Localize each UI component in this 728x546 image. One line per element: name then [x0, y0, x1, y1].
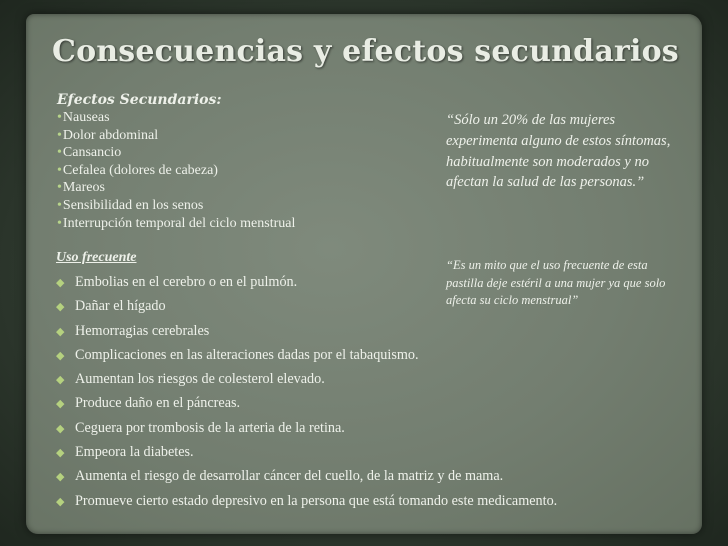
bullet-dot-icon: •: [57, 180, 62, 196]
bullet-dot-icon: •: [57, 215, 62, 231]
list-item: ◆ Promueve cierto estado depresivo en la persona que está tomando este medicamento.: [56, 492, 558, 509]
bullet-diamond-icon: ◆: [56, 277, 65, 289]
bullet-diamond-icon: ◆: [56, 422, 65, 435]
side-effects-section: [57, 92, 417, 232]
quote-statistic: “Sólo un 20% de las mujeres experimenta alguno de estos síntomas, habitualmente son moderados y no afectan la salud de las personas.”: [446, 112, 671, 191]
quote-myth: “Es un mito que el uso frecuente de esta pastilla deje estéril a una mujer ya que solo afecta su ciclo menstrual”: [446, 258, 666, 308]
slide-title: Consecuencias y efectos secundarios: [52, 34, 679, 69]
bullet-diamond-icon: ◆: [56, 325, 65, 338]
bullet-dot-icon: •: [57, 110, 62, 125]
list-item: •Mareos: [57, 180, 105, 196]
bullet-diamond-icon: ◆: [56, 301, 65, 314]
list-item: •Nauseas: [57, 110, 110, 125]
list-item: ◆ Dañar el hígado: [56, 298, 166, 315]
list-item: •Cansancio: [57, 145, 122, 161]
list-item: •Dolor abdominal: [57, 127, 159, 143]
bullet-diamond-icon: ◆: [56, 447, 65, 460]
list-item: •Interrupción temporal del ciclo menstrual: [57, 215, 296, 231]
list-item: •Sensibilidad en los senos: [57, 197, 204, 213]
list-item: ◆ Complicaciones en las alteraciones dadas por el tabaquismo.: [56, 346, 419, 363]
list-item: •Cefalea (dolores de cabeza): [57, 162, 218, 178]
bullet-dot-icon: •: [57, 145, 62, 161]
bullet-diamond-icon: ◆: [56, 349, 65, 362]
list-item: ◆ Produce daño en el páncreas.: [56, 395, 241, 412]
list-item: ◆ Hemorragias cerebrales: [56, 322, 210, 339]
frequent-use-heading: Uso frecuente: [56, 250, 137, 265]
list-item: ◆ Empeora la diabetes.: [56, 444, 194, 461]
list-item: ◆ Ceguera por trombosis de la arteria de la retina.: [56, 419, 345, 436]
list-item: ◆ Embolias en el cerebro o en el pulmón.: [56, 274, 298, 290]
list-item: ◆ Aumenta el riesgo de desarrollar cáncer del cuello, de la matriz y de mama.: [56, 468, 504, 485]
bullet-diamond-icon: ◆: [56, 471, 65, 484]
frequent-use-list: [56, 274, 696, 517]
bullet-diamond-icon: ◆: [56, 374, 65, 387]
bullet-diamond-icon: ◆: [56, 398, 65, 411]
bullet-diamond-icon: ◆: [56, 495, 65, 508]
bullet-dot-icon: •: [57, 197, 62, 213]
list-item: ◆ Aumentan los riesgos de colesterol elevado.: [56, 371, 325, 388]
bullet-dot-icon: •: [57, 127, 62, 143]
bullet-dot-icon: •: [57, 162, 62, 178]
side-effects-heading: Efectos Secundarios:: [57, 92, 222, 108]
side-effects-list: [57, 109, 417, 232]
